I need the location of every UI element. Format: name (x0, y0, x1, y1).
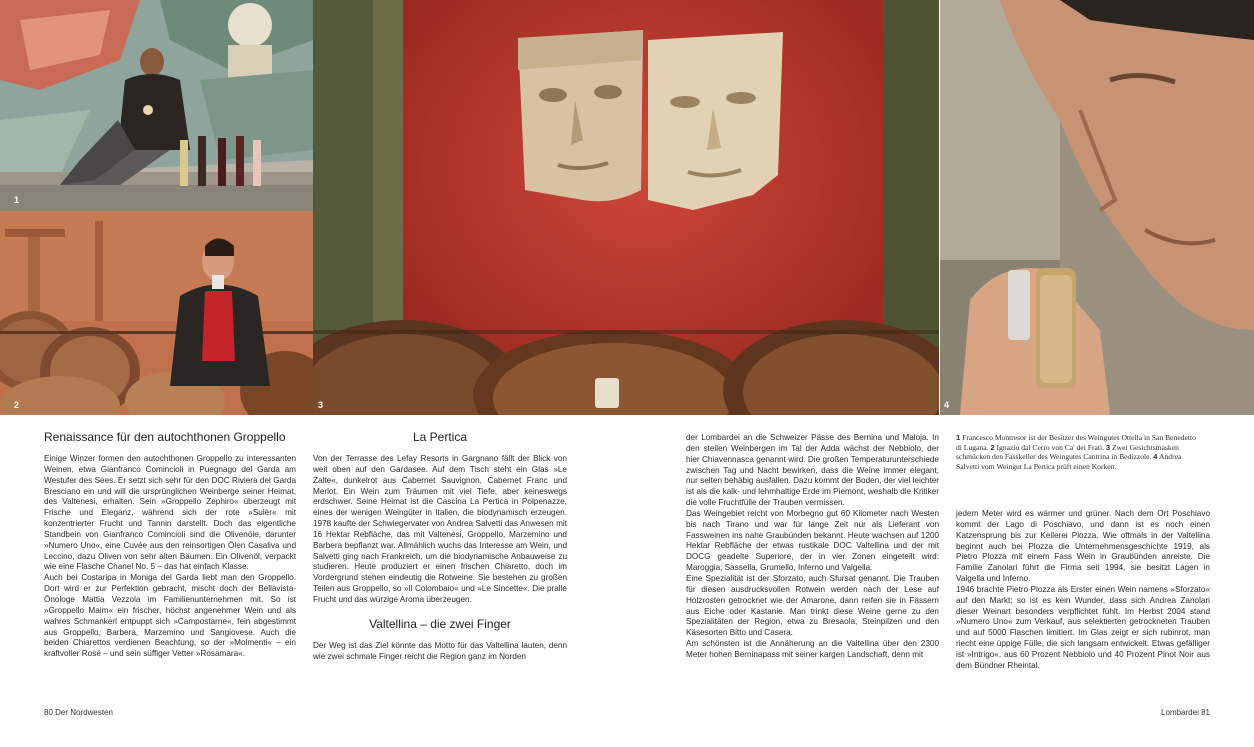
page-number: 80 (44, 708, 53, 717)
caption-text: Andrea Salvetti vom Weingut La Pertica prüft einen Korken. (956, 452, 1182, 471)
right-column-1 (686, 433, 939, 661)
paragraph: Das Weingebiet reicht von Morbegno gut 60 Kilometer nach Westen bis nach Tirano und war für lange Zeit nur als Lieferant von Fassweinen ins nahe Graubünden bekannt. Heute wachsen auf 1200 Hektar Rebfläche der etwas rustikale DOC Valtellina und der mit DOCG geadelte Superiore, der in vier Zonen eingeteilt wird: Maroggia, Sassella, Grumello, Inferno und Valgella. (686, 508, 939, 573)
paragraph: Von der Terrasse des Lefay Resorts in Gargnano fällt der Blick von weit oben auf den Gardasee. Auf dem Tisch steht ein Glas »Le Zalte«, dunkelrot aus Cabernet Sauvignon, Cabernet Franc und Merlot. Ein Wein zum Träumen mit viel Tiefe, aber keineswegs erdschwer. Seine Heimat ist die Cascina La Pertica in Polpenazze, eines der wenigen Weingüter in Italien, die biodynamisch erzeugen. 1978 kaufte der Schwiegervater von Andrea Salvetti das Anwesen mit 16 Hektar Rebfläche, das mit Valtenesi, Groppello, Marzemino und Barbera bepflanzt war. Allmählich wuchs das Interesse am Wein, und Salvetti ging nach Frankreich, um die biodynamische Anbauweise zu studieren. Heute produziert er einen frischen Chiaretto, doch im Vordergrund stehen eindeutig die Rotweine. Sie bestehen zu großen Teilen aus Groppello, so »Il Colombaio« und »Le Sincette«. Die pralle Frucht und das würzige Aroma überzeugen. (313, 454, 567, 604)
caption-number: 2 (990, 442, 995, 452)
section-name: Lombardei (1161, 708, 1199, 717)
paragraph: 1946 brachte Pietro Plozza als Erster einen Wein namens »Sforzato« auf den Markt; so ist es kein Wunder, dass sich Andrea Zanolari dieser Weinart besonders verpflichtet fühlt. Im Herbst 2004 stand »Numero Uno« zum Verkauf, aus selektierten getrockneten Trauben und auf 5000 Flaschen limitiert. Im Glas zeigt er sich rubinrot, man riecht eine üppige Fülle, die sich langsam entwickelt. Etwas gefälliger ist »Intrigo«, aus 60 Prozent Nebbiolo und 40 Prozent Pinot Noir aus dem Bündner Rheintal. (956, 584, 1210, 670)
folio-left (44, 708, 113, 718)
heading-valtellina: Valtellina – die zwei Finger (369, 616, 511, 631)
caption-text: Francesco Montresor ist der Besitzer des Weingutes Ottella in San Benedetto di Lugana. (956, 433, 1196, 452)
caption-number: 3 (1105, 442, 1111, 452)
paragraph: jedem Meter wird es wärmer und grüner. Nach dem Ort Poschiavo kommt der Lago di Poschiavo, und dann ist es noch einen Katzensprung bis zur Kellerei Plozza. Wie oftmals in der Valtellina beginnt auch bei Plozza die Unternehmensgeschichte 1919, als Pietro Plozza mit einem Fass Wein in Graubünden anreiste. Die Familie Zanolari führt die Firma seit 1994, sie besitzt Lagen in Valgella und Inferno. (956, 509, 1210, 584)
folio-right (1161, 708, 1210, 718)
paragraph: Am schönsten ist die Annäherung an die Valtellina über den 2300 Meter hohen Berninapass mit seiner kargen Landschaft, denn mit (686, 639, 939, 659)
paragraph: Der Weg ist das Ziel könnte das Motto für das Valtellina lauten, denn wie zwei schmale Finger reicht die Region ganz im Norden (313, 640, 567, 661)
photo-number-4: 4 (944, 400, 950, 410)
caption-text: Zwei Gesichtsmasken schmücken den Fasskeller des Weingutes Cantrina in Bedizzole. (956, 442, 1179, 462)
paragraph: Auch bei Costaripa in Moniga del Garda liebt man den Groppello. Dort wird er zur Perfektion gebracht, mischt doch der Bellavista-Önologe Mattia Vezzola im Familienunternehmen mit. So ist »Groppello Maim« ein frischer, höchst angenehmer Wein und als wahres Schmankerl entpuppt sich »Campostarne«, fein abgestimmt aus Groppello, Barbera, Marzemino und Sangiovese. Auch die beiden Chiarettos verdienen Beachtung, so der »Molmenti« – ein kraftvoller Rosé – und sein süffiger Vetter »Rosamara«. (44, 573, 296, 659)
paragraph: Eine Spezialität ist der Sforzato, auch Sfursat genannt. Die Trauben für diesen ausdrucksvollen Rotwein werden nach der Lese auf Holzrosten getrocknet wie der Amarone, dann reifen sie in Fässern aus Eiche oder Kastanie. Man trinkt diese Weine gerne zu den Spezialitäten der Region, etwa zu Bresaola, Steinpilzen und den Käsesorten Bitto und Casera. (686, 573, 939, 638)
heading-la-pertica: La Pertica (412, 430, 468, 444)
heading-groppello: Renaissance für den autochthonen Groppello (44, 430, 286, 444)
paragraph: der Lombardei an die Schweizer Pässe des Bernina und Maloja. In den steilen Weinbergen im Tal der Adda wächst der Nebbiolo, der hier Chiavennasca genannt wird. Die großen Temperaturunterschiede zwischen Tag und Nacht bewirken, dass die Weine immer elegant, nur selten behäbig ausfallen. Dazu kommt der Boden, der viel leichter ist als die kalk- und lehmhaltige Erde im Piemont, weshalb die Kritiker die volle Fruchtfülle der Trauben vermissen. (686, 433, 939, 508)
paragraph: Einige Winzer formen den autochthonen Groppello zu interessanten Weinen, etwa Gianfranco Comincioli in Puegnago del Garda am Westufer des Sees. Er setzt sich sehr für den DOC Riviera del Garda Bresciano ein und will die ursprünglichen Weinberge seiner Heimat, des Valtenesi, erhalten. Sein »Groppello Zephiro« überzeugt mit Frische und Eleganz, während sich der rote »Sulèr« mit konzentrierter Frucht und Tannin darstellt. Doch das eigentliche Standbein von Gianfranco Comincioli sind die Olivenöle, darunter »Numero Uno«, eine Cuvée aus den reinsortigen Ölen Casaliva und Leccino, dazu Oliven von sehr alten Bäumen. Ein Olivenöl, verpackt wie eine Flasche Chanel No. 5 – das hat einfach Klasse. (44, 454, 296, 572)
photo-3-masks-red-wall (313, 0, 939, 415)
right-column-2 (956, 509, 1210, 672)
caption-number: 1 (956, 433, 961, 442)
photo-number-3: 3 (318, 400, 324, 410)
photo-number-2: 2 (14, 400, 20, 410)
left-column-2 (313, 430, 567, 663)
section-name: Der Nordwesten (55, 708, 113, 717)
caption-text: Ignazio dal Cerro von Ca' dei Frati. (996, 442, 1104, 452)
photo-2-wine-tasting-cellar (0, 211, 313, 415)
photo-1-winemaker-mural (0, 0, 313, 211)
photo-4-cork-inspection (940, 0, 1254, 415)
page-number: 81 (1201, 708, 1210, 717)
left-column-1 (44, 430, 296, 660)
photo-number-1: 1 (14, 195, 20, 205)
photo-captions (956, 433, 1196, 471)
caption-number: 4 (1153, 452, 1158, 462)
